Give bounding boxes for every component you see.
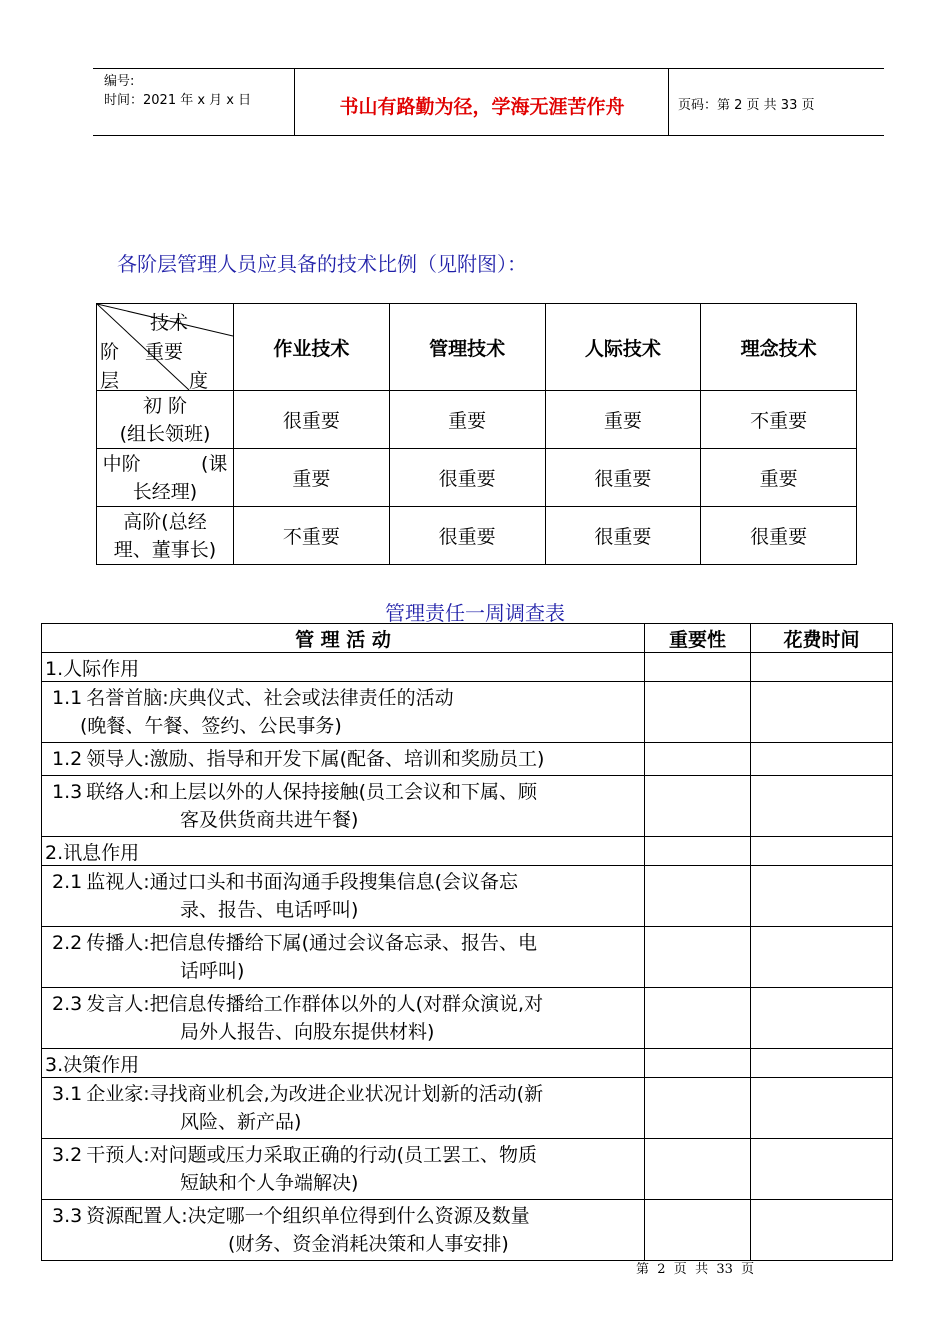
corner-label-jie: 阶	[100, 341, 120, 363]
group-label: 1.人际作用	[42, 653, 645, 682]
col-interpersonal-skill: 人际技术	[545, 304, 701, 391]
corner-label-du: 度	[189, 370, 209, 392]
item-number: 2.1	[52, 871, 83, 893]
item-line2: 话呼叫)	[180, 960, 245, 982]
corner-label-ceng: 层	[100, 370, 120, 392]
item-line2: 客及供货商共进午餐)	[180, 809, 359, 831]
time-cell[interactable]	[751, 1200, 893, 1261]
activity-cell	[42, 866, 645, 927]
header-page-label: 页码：第 2 页 共 33 页	[678, 98, 815, 113]
item-line1: 干预人:对问题或压力采取正确的行动(员工罢工、物质	[86, 1144, 538, 1166]
value-cell: 重要	[701, 449, 857, 507]
list-item	[42, 743, 893, 776]
skill-table-header-row	[97, 304, 857, 391]
group-row	[42, 837, 893, 866]
time-cell[interactable]	[751, 1078, 893, 1139]
header-top-rule	[93, 68, 884, 69]
value-cell: 很重要	[234, 391, 390, 449]
item-number: 2.2	[52, 932, 83, 954]
activity-cell	[42, 988, 645, 1049]
group-row	[42, 653, 893, 682]
value-cell: 很重要	[701, 507, 857, 565]
header-bottom-rule	[93, 135, 884, 136]
importance-cell[interactable]	[645, 1139, 751, 1200]
importance-cell[interactable]	[645, 927, 751, 988]
time-cell[interactable]	[751, 866, 893, 927]
col-operational-skill: 作业技术	[234, 304, 390, 391]
item-line1: 资源配置人:决定哪一个组织单位得到什么资源及数量	[86, 1205, 530, 1227]
time-cell[interactable]	[751, 1139, 893, 1200]
group-row	[42, 1049, 893, 1078]
weekly-survey-table	[41, 623, 893, 1261]
item-number: 3.2	[52, 1144, 83, 1166]
value-cell: 重要	[234, 449, 390, 507]
header-id-label: 编号:	[104, 74, 135, 89]
time-cell[interactable]	[751, 776, 893, 837]
item-number: 1.3	[52, 781, 83, 803]
value-cell: 不重要	[234, 507, 390, 565]
table-row	[97, 449, 857, 507]
item-line1: 名誉首脑:庆典仪式、社会或法律责任的活动	[86, 687, 454, 709]
value-cell: 很重要	[389, 449, 545, 507]
header-motto: 书山有路勤为径，学海无涯苦作舟	[339, 96, 625, 118]
list-item	[42, 1200, 893, 1261]
item-number: 2.3	[52, 993, 83, 1015]
header-time-spent: 花费时间	[751, 624, 893, 653]
skill-ratio-table	[96, 303, 857, 565]
list-item	[42, 1139, 893, 1200]
level-line: (组长领班)	[119, 422, 211, 445]
group-label: 2.讯息作用	[42, 837, 645, 866]
value-cell: 很重要	[545, 449, 701, 507]
page-footer: 第 2 页 共 33 页	[636, 1262, 755, 1277]
item-line1: 监视人:通过口头和书面沟通手段搜集信息(会议备忘	[86, 871, 519, 893]
time-cell[interactable]	[751, 682, 893, 743]
item-line2: 录、报告、电话呼叫)	[180, 899, 359, 921]
importance-cell[interactable]	[645, 743, 751, 776]
diagonal-corner-cell	[97, 304, 234, 391]
time-cell[interactable]	[751, 743, 893, 776]
list-item	[42, 988, 893, 1049]
importance-cell[interactable]	[645, 682, 751, 743]
level-line: 初 阶	[142, 394, 188, 417]
level-cell	[97, 507, 234, 565]
survey-header-row	[42, 624, 893, 653]
item-number: 3.1	[52, 1083, 83, 1105]
activity-cell	[42, 1078, 645, 1139]
importance-cell[interactable]	[645, 776, 751, 837]
item-line1: 发言人:把信息传播给工作群体以外的人(对群众演说,对	[86, 993, 544, 1015]
level-line: 长经理)	[132, 480, 198, 503]
time-cell[interactable]	[751, 1049, 893, 1078]
col-management-skill: 管理技术	[389, 304, 545, 391]
group-label: 3.决策作用	[42, 1049, 645, 1078]
list-item	[42, 1078, 893, 1139]
item-line1: 联络人:和上层以外的人保持接触(员工会议和下属、顾	[86, 781, 538, 803]
importance-cell[interactable]	[645, 1049, 751, 1078]
item-line2: (财务、资金消耗决策和人事安排)	[228, 1233, 509, 1255]
item-number: 1.1	[52, 687, 83, 709]
header-activity: 管 理 活 动	[42, 624, 645, 653]
list-item	[42, 866, 893, 927]
corner-label-tech: 技术	[150, 312, 189, 334]
activity-cell	[42, 927, 645, 988]
activity-cell	[42, 743, 645, 776]
level-line: 高阶(总经	[123, 510, 207, 533]
list-item	[42, 776, 893, 837]
activity-cell	[42, 1200, 645, 1261]
value-cell: 不重要	[701, 391, 857, 449]
list-item	[42, 927, 893, 988]
item-line2: 局外人报告、向股东提供材料)	[180, 1021, 435, 1043]
importance-cell[interactable]	[645, 837, 751, 866]
level-line: 理、董事长)	[113, 538, 217, 561]
item-number: 1.2	[52, 748, 83, 770]
table-row	[97, 507, 857, 565]
importance-cell[interactable]	[645, 988, 751, 1049]
level-cell	[97, 391, 234, 449]
value-cell: 重要	[389, 391, 545, 449]
time-cell[interactable]	[751, 927, 893, 988]
skill-ratio-title: 各阶层管理人员应具备的技术比例（见附图）：	[117, 252, 527, 276]
item-number: 3.3	[52, 1205, 83, 1227]
activity-cell	[42, 1139, 645, 1200]
importance-cell[interactable]	[645, 866, 751, 927]
col-conceptual-skill: 理念技术	[701, 304, 857, 391]
level-cell	[97, 449, 234, 507]
activity-cell	[42, 682, 645, 743]
value-cell: 重要	[545, 391, 701, 449]
importance-cell[interactable]	[645, 1078, 751, 1139]
header-divider-1	[294, 69, 295, 136]
item-line1: 领导人:激励、指导和开发下属(配备、培训和奖励员工)	[86, 748, 545, 770]
item-line2: (晚餐、午餐、签约、公民事务)	[80, 715, 342, 737]
importance-cell[interactable]	[645, 653, 751, 682]
corner-label-importance: 重要	[145, 341, 184, 363]
value-cell: 很重要	[389, 507, 545, 565]
header-meta	[104, 72, 251, 110]
item-line2: 短缺和个人争端解决)	[180, 1172, 359, 1194]
list-item	[42, 682, 893, 743]
table-row	[97, 391, 857, 449]
header-time-label: 时间：2021 年 x 月 x 日	[104, 93, 252, 108]
time-cell[interactable]	[751, 988, 893, 1049]
weekly-survey-title: 管理责任一周调查表	[385, 601, 565, 625]
item-line2: 风险、新产品)	[180, 1111, 302, 1133]
item-line1: 企业家:寻找商业机会,为改进企业状况计划新的活动(新	[86, 1083, 544, 1105]
header-importance: 重要性	[645, 624, 751, 653]
level-line: 中阶 (课	[102, 452, 228, 475]
time-cell[interactable]	[751, 837, 893, 866]
value-cell: 很重要	[545, 507, 701, 565]
importance-cell[interactable]	[645, 1200, 751, 1261]
activity-cell	[42, 776, 645, 837]
item-line1: 传播人:把信息传播给下属(通过会议备忘录、报告、电	[86, 932, 538, 954]
header-divider-2	[668, 69, 669, 136]
time-cell[interactable]	[751, 653, 893, 682]
